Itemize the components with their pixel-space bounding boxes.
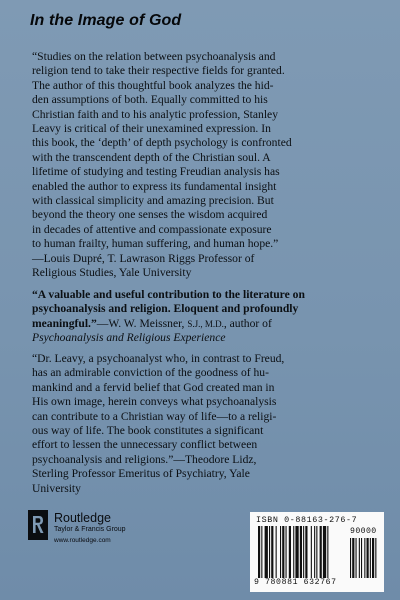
barcode-bar [295, 526, 298, 578]
blurb-line: psychoanalysis and religion. Eloquent and profoundly [32, 302, 299, 316]
publisher-group: Taylor & Francis Group [54, 526, 126, 533]
barcode-bar [323, 526, 326, 578]
barcode-addon-bar [350, 538, 351, 578]
blurb-line: can contribute to a Christian way of life—to a religi- [32, 409, 277, 423]
routledge-logo-icon [28, 510, 48, 540]
blurb-bold-end: meaningful.” [32, 316, 97, 330]
ean-number: 9 780881 632767 [254, 578, 337, 587]
barcode-bar [327, 526, 328, 578]
blurb-line: religion tend to take their respective fields for granted. [32, 64, 285, 78]
barcode-bar [258, 526, 260, 578]
blurb-line: Leavy is critical of their unexamined expression. In [32, 122, 271, 136]
barcode-bar [300, 526, 302, 578]
barcode-bar [293, 526, 294, 578]
barcode-bar [271, 526, 273, 578]
blurb-line: “Studies on the relation between psychoanalysis and [32, 50, 276, 63]
blurb-attribution: Religious Studies, Yale University [32, 266, 192, 280]
blurb-line: effort to lessen the unnecessary conflict between [32, 438, 258, 452]
barcode-bar [269, 526, 270, 578]
blurb-line: to human frailty, human suffering, and human hope.” [32, 237, 279, 251]
blurb-line: enabled the author to express its fundamental insight [32, 179, 277, 193]
barcode-addon-bar [364, 538, 365, 578]
barcode-addon-bar [367, 538, 369, 578]
price-code: 90000 [350, 527, 377, 536]
blurb-line [32, 317, 374, 331]
publisher-block [28, 510, 158, 550]
blurb-attribution-credentials: S.J., M.D. [187, 318, 224, 329]
isbn-number: ISBN 0-88163-276-7 [256, 515, 358, 525]
blurb-attribution: University [32, 481, 81, 495]
blurb-line: in decades of attentive and compassionate exposure [32, 222, 272, 236]
blurb-attribution-name: —W. W. Meissner, [96, 316, 188, 330]
blurb-line: The author of this thoughtful book analyzes the hid- [32, 78, 274, 92]
barcode-bar [311, 526, 312, 578]
blurb-attribution-rest: , author of [223, 316, 272, 330]
blurb-line: with classical simplicity and amazing precision. But [32, 194, 274, 208]
blurb-line: beyond the theory one senses the wisdom acquired [32, 208, 268, 222]
blurb-line: “Dr. Leavy, a psychoanalyst who, in contrast to Freud, [32, 352, 285, 365]
barcode-bar [305, 526, 307, 578]
blurb-line: mankind and a fervid belief that God created man in [32, 380, 275, 394]
barcode-bar [261, 526, 262, 578]
blurb-meissner [32, 288, 374, 346]
barcode-addon-bar [359, 538, 360, 578]
barcode-bar [314, 526, 315, 578]
barcode-bar [303, 526, 304, 578]
blurb-line: has an admirable conviction of the goodness of hu- [32, 366, 269, 380]
barcode-bar [320, 526, 322, 578]
blurb-lidz [32, 352, 368, 496]
barcode-bar [286, 526, 287, 578]
blurb-line: psychoanalysis and religions.”—Theodore Lidz, [32, 452, 257, 466]
publisher-name: Routledge [54, 511, 111, 525]
barcode-addon-bar [372, 538, 374, 578]
blurb-line: lifetime of studying and testing Freudian analysis has [32, 165, 280, 179]
barcode-bar [316, 526, 317, 578]
barcode-bar [289, 526, 291, 578]
blurb-line: His own image, herein conveys what psychoanalysis [32, 395, 277, 409]
barcode-addon-bar [361, 538, 362, 578]
blurb-attribution: —Louis Dupré, T. Lawrason Riggs Professor of [32, 251, 255, 265]
barcode-addon-bar [352, 538, 354, 578]
blurb-book-title: Psychoanalysis and Religious Experience [32, 331, 226, 345]
blurb-line: “A valuable and useful contribution to the literature on [32, 288, 305, 301]
blurb-line: with the transcendent depth of the Christian soul. A [32, 150, 271, 164]
barcode-bar [265, 526, 268, 578]
blurb-line: Christian faith and to his analytic profession, Stanley [32, 107, 278, 121]
isbn-barcode [250, 512, 384, 592]
blurb-line: den assumptions of both. Equally committed to his [32, 93, 268, 107]
publisher-url: www.routledge.com [54, 537, 111, 544]
barcode-addon-bar [370, 538, 371, 578]
barcode-bar [276, 526, 277, 578]
barcode-addon-bar [356, 538, 357, 578]
barcode-bar [280, 526, 281, 578]
blurb-line: ous way of life. The book constitutes a significant [32, 424, 264, 438]
blurb-attribution: Sterling Professor Emeritus of Psychiatry, Yale [32, 467, 250, 481]
barcode-addon-bar [375, 538, 376, 578]
book-title: In the Image of God [30, 12, 182, 29]
barcode-bar [282, 526, 284, 578]
blurb-line: this book, the ‘depth’ of depth psychology is confronted [32, 136, 292, 150]
blurb-dupre [32, 50, 374, 281]
